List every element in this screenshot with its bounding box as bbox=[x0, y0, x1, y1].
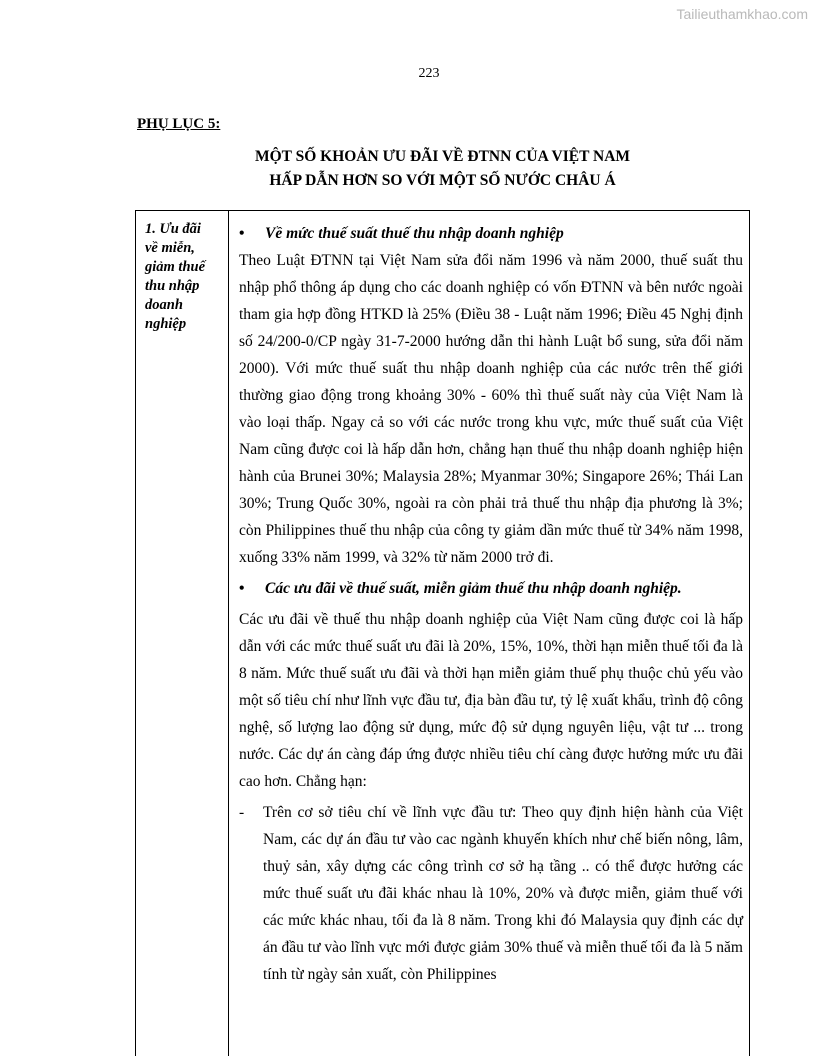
bullet-icon: • bbox=[239, 225, 245, 242]
row-header-line: doanh bbox=[145, 297, 183, 313]
content-cell bbox=[229, 211, 749, 1056]
row-header-line: thu nhập bbox=[145, 278, 200, 294]
appendix-label: PHỤ LỤC 5: bbox=[137, 116, 221, 132]
page-number: 223 bbox=[418, 66, 440, 81]
row-header-line: 1. Ưu đãi bbox=[145, 221, 201, 237]
dash-item-investment-field bbox=[239, 799, 743, 988]
title-line-2: HẤP DẪN HƠN SO VỚI MỘT SỐ NƯỚC CHÂU Á bbox=[269, 172, 616, 189]
section-heading-text: Về mức thuế suất thuế thu nhập doanh nghiệp bbox=[265, 225, 564, 242]
section-heading-tax-rate bbox=[239, 220, 743, 247]
watermark: Tailieuthamkhao.com bbox=[676, 6, 808, 22]
paragraph-incentives: Các ưu đãi về thuế thu nhập doanh nghiệp của Việt Nam cũng được coi là hấp dẫn với các mức thuế suất ưu đãi là 20%, 15%, 10%, thời hạn miễn thuế tối đa là 8 năm. Mức thuế suất ưu đãi và thời hạn miễn giảm thuế phụ thuộc chủ yếu vào một số tiêu chí như lĩnh vực đầu tư, địa bàn đầu tư, tỷ lệ xuất khẩu, trình độ công nghệ, số lượng lao động sử dụng, mức độ sử dụng nguyên liệu, vật tư ... trong nước. Các dự án càng đáp ứng được nhiều tiêu chí càng được hưởng mức ưu đãi cao hơn. Chẳng hạn: bbox=[239, 611, 743, 790]
bullet-icon: • bbox=[239, 580, 245, 597]
row-header-line: giảm thuế bbox=[145, 259, 206, 275]
title-line-1: MỘT SỐ KHOẢN ƯU ĐÃI VỀ ĐTNN CỦA VIỆT NAM bbox=[254, 148, 631, 165]
page-title bbox=[135, 145, 750, 193]
content-table bbox=[135, 210, 750, 1056]
dash-marker: - bbox=[239, 804, 245, 821]
section-heading-incentives bbox=[239, 575, 743, 602]
paragraph-tax-rate: Theo Luật ĐTNN tại Việt Nam sửa đổi năm 1996 và năm 2000, thuế suất thu nhập phổ thông áp dụng cho các doanh nghiệp có vốn ĐTNN và bên nước ngoài tham gia hợp đồng HTKD là 25% (Điều 38 - Luật năm 1996; Điều 45 Nghị định số 24/200-0/CP ngày 31-7-2000 hướng dẫn thi hành Luật bổ sung, sửa đổi năm 2000). Với mức thuế suất thu nhập doanh nghiệp của các nước trên thế giới thường giao động trong khoảng 30% - 60% thì thuế suất này của Việt Nam là vào loại thấp. Ngay cả so với các nước trong khu vực, mức thuế suất của Việt Nam cũng được coi là hấp dẫn hơn, chẳng hạn thuế thu nhập doanh nghiệp hiện hành của Brunei 30%; Malaysia 28%; Myanmar 30%; Singapore 26%; Thái Lan 30%; Trung Quốc 30%, ngoài ra còn phải trả thuế thu nhập địa phương là 3%; còn Philippines thuế thu nhập của công ty giảm dần mức thuế từ 34% năm 1998, xuống 33% năm 1999, và 32% từ năm 2000 trở đi. bbox=[239, 252, 743, 566]
row-header-cell bbox=[136, 211, 229, 1056]
row-header-line: về miễn, bbox=[145, 240, 195, 256]
section-heading-text: Các ưu đãi về thuế suất, miễn giảm thuế thu nhập doanh nghiệp. bbox=[265, 580, 682, 597]
dash-item-text: Trên cơ sở tiêu chí về lĩnh vực đầu tư: Theo quy định hiện hành của Việt Nam, các dự án đầu tư vào cac ngành khuyến khích như chế biến nông, lâm, thuỷ sản, xây dựng các công trình cơ sở hạ tầng .. có thể được hưởng các mức thuế suất ưu đãi khác nhau là 10%, 20% và được miễn, giảm thuế với các mức khác nhau, tối đa là 8 năm. Trong khi đó Malaysia quy định các dự án đầu tư vào lĩnh vực mới được giảm 30% thuế và miễn thuế tối đa là 5 năm tính từ ngày sản xuất, còn Philippines bbox=[263, 804, 743, 983]
row-header-line: nghiệp bbox=[145, 316, 187, 332]
